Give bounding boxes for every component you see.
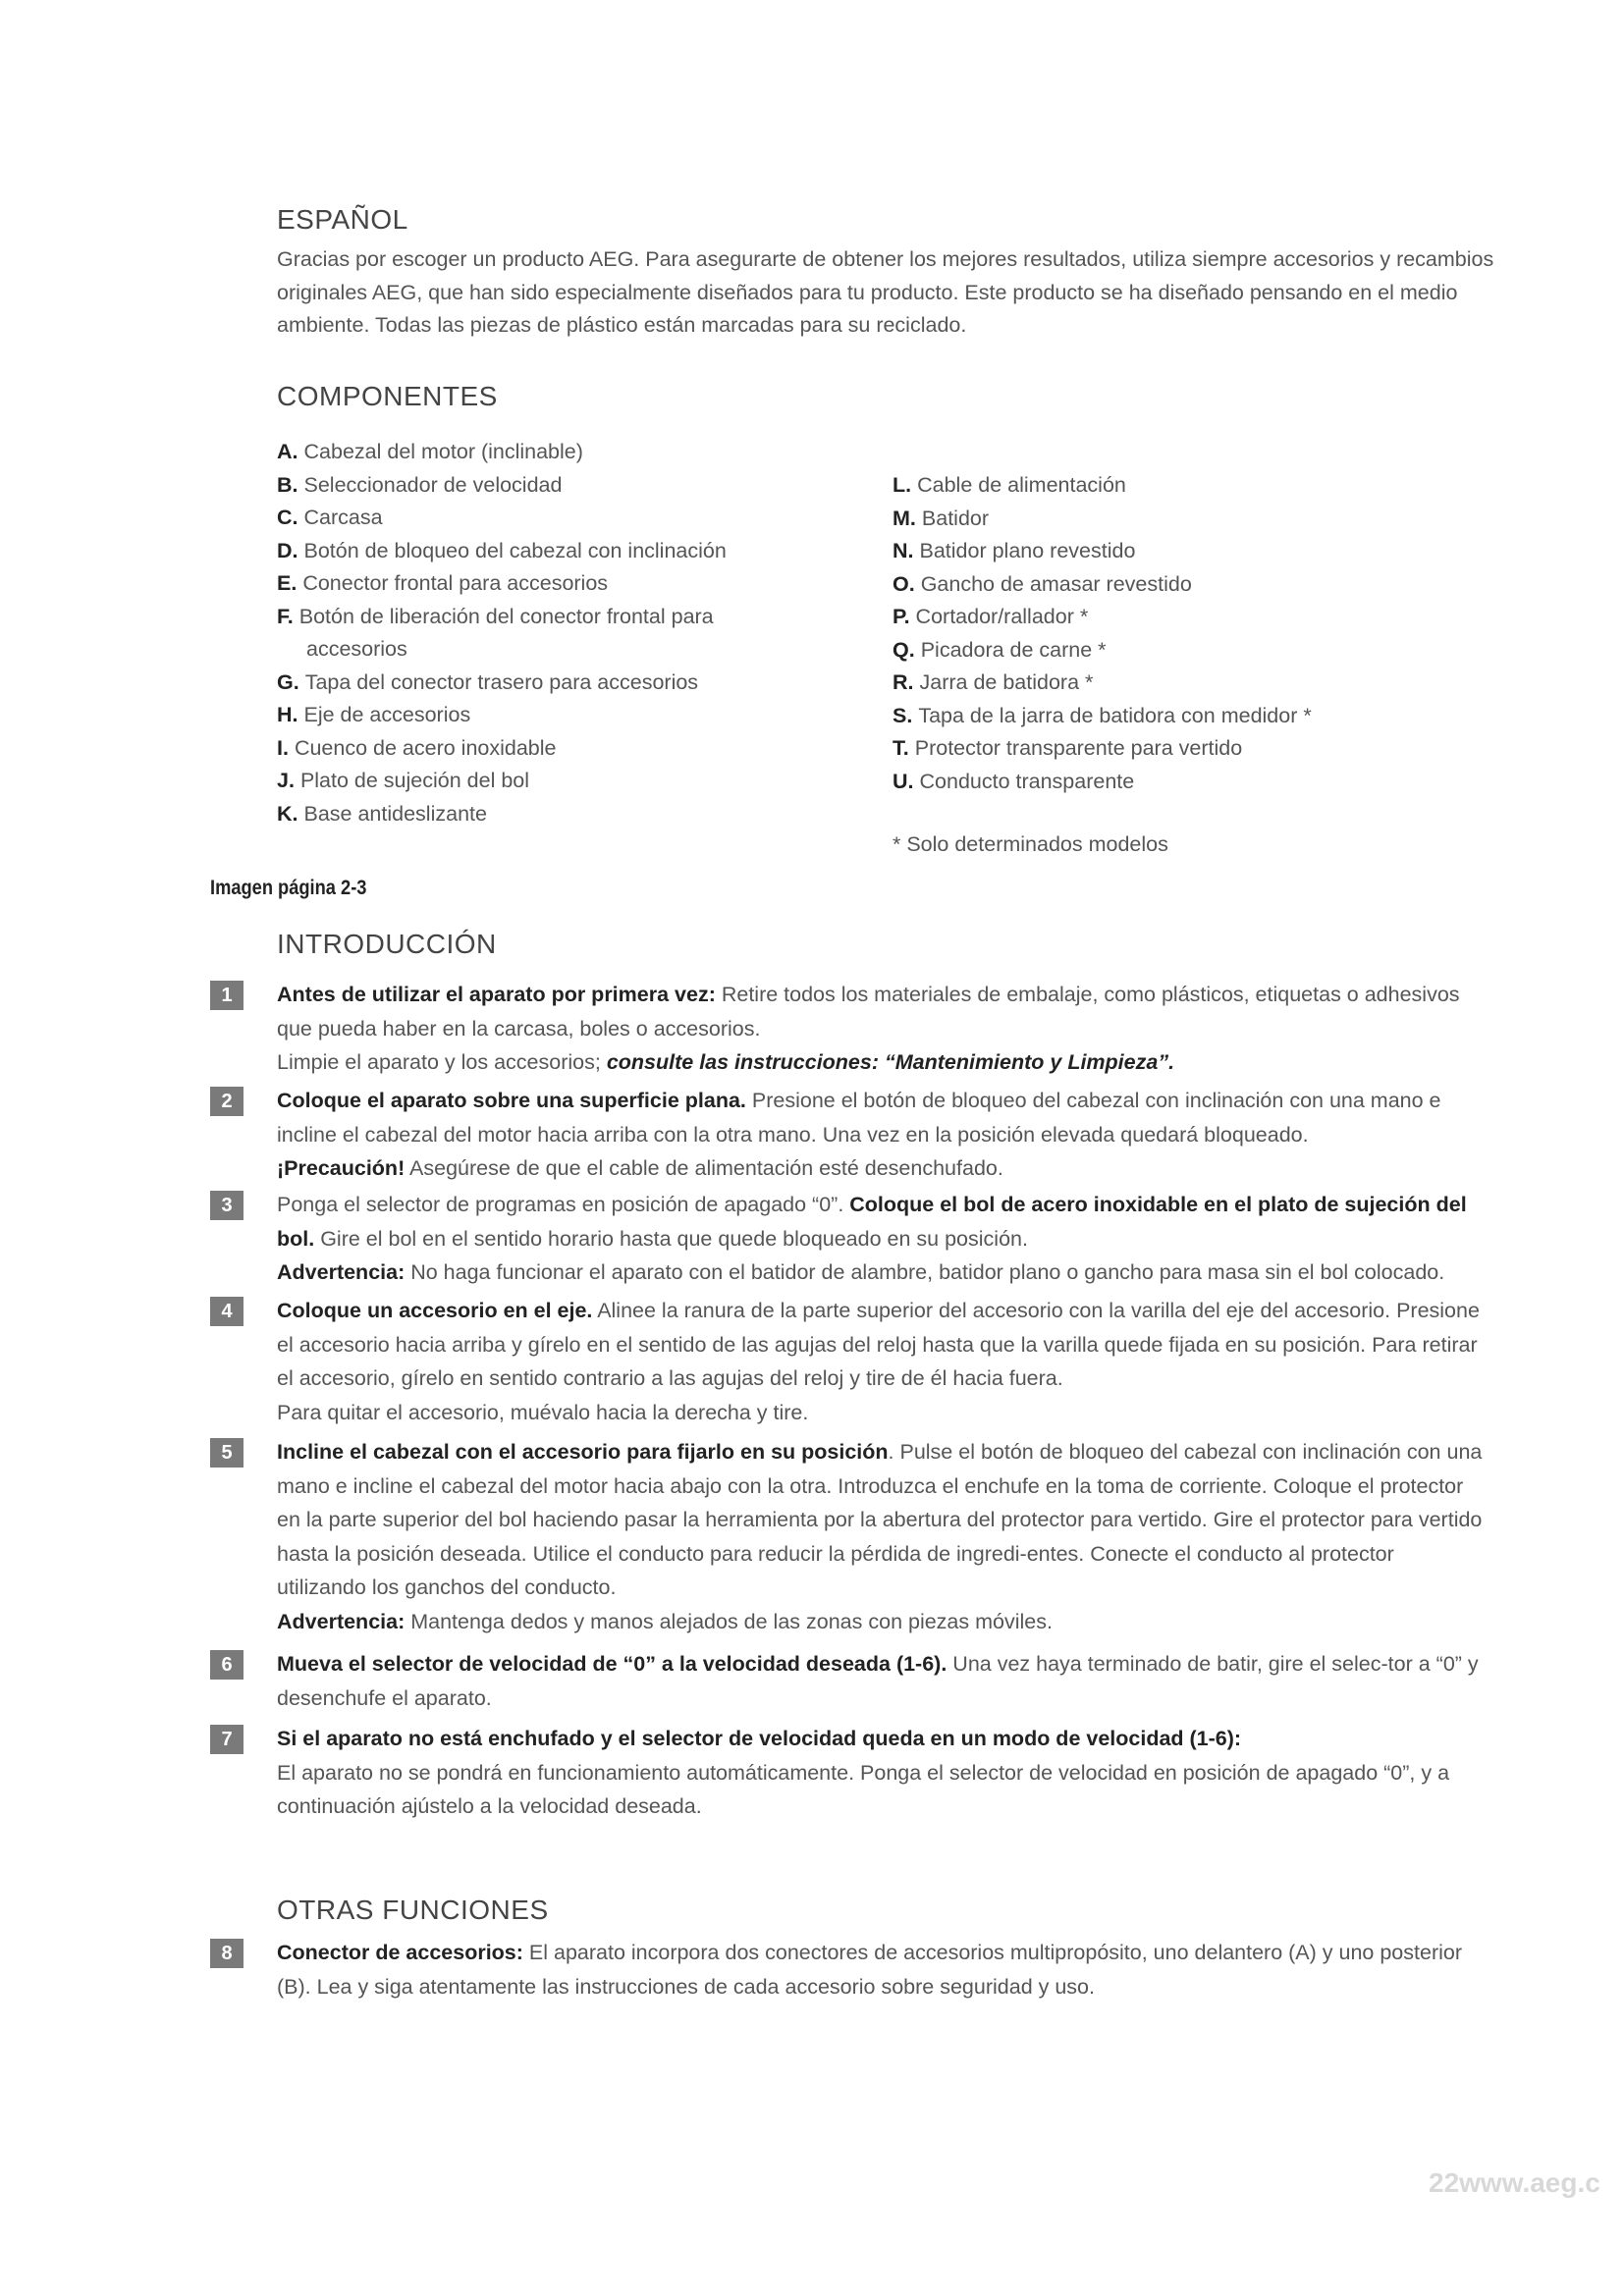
component-letter: J. xyxy=(277,769,295,792)
component-letter: U. xyxy=(893,769,914,793)
image-reference: Imagen página 2-3 xyxy=(210,876,367,899)
component-letter: M. xyxy=(893,506,916,530)
step-text: Conector de accesorios: El aparato incorpora dos conectores de accesorios multipropósito, uno delantero (A) y uno posterior (B). Lea y siga atentamente las instrucciones de cada accesorio sobre seguridad y uso. xyxy=(277,1941,1462,1999)
step-text: Ponga el selector de programas en posición de apagado “0”. Coloque el bol de acero inoxidable en el plato de sujeción del bol. Gire el bol en el sentido horario hasta que quede bloqueado en su posición. Advertencia: No haga funcionar el aparato con el batidor de alambre, batidor plano o gancho para masa sin el bol colocado. xyxy=(277,1193,1467,1284)
step-text: Incline el cabezal con el accesorio para fijarlo en su posición. Pulse el botón de bloqueo del cabezal con inclinación con una mano e incline el cabezal del motor hacia abajo con la otra. Introduzca el enchufe en la toma de corriente. Coloque el protector en la parte superior del bol haciendo pasar la herramienta por la abertura del protector para vertido. Gire el protector para vertido hasta la posición deseada. Utilice el conducto para reducir la pérdida de ingredi-entes. Conecte el conducto al protector utilizando los ganchos del conducto. Advertencia: Mantenga dedos y manos alejados de las zonas con piezas móviles. xyxy=(277,1440,1483,1633)
step-number-badge: 5 xyxy=(210,1438,244,1468)
component-label: Tapa de la jarra de batidora con medidor * xyxy=(918,703,1312,727)
component-label: Picadora de carne * xyxy=(920,637,1107,662)
component-label: Cable de alimentación xyxy=(917,473,1126,497)
component-item xyxy=(277,535,727,568)
component-item xyxy=(277,765,727,798)
component-item xyxy=(277,667,727,700)
step-text: Antes de utilizar el aparato por primera vez: Retire todos los materiales de embalaje, como plásticos, etiquetas o adhesivos que pueda haber en la carcasa, boles o accesorios. Limpie el aparato y los accesorios; consulte las instrucciones: “Mantenimiento y Limpieza”. xyxy=(277,983,1460,1074)
component-item xyxy=(893,667,1312,700)
step-number-badge: 2 xyxy=(210,1087,244,1116)
component-letter: R. xyxy=(893,670,914,694)
component-label: Batidor plano revestido xyxy=(919,539,1136,562)
components-list-left xyxy=(277,436,727,830)
components-list-right xyxy=(893,469,1312,798)
component-letter: N. xyxy=(893,539,914,562)
component-label: Jarra de batidora * xyxy=(919,670,1094,694)
component-label: Cuenco de acero inoxidable xyxy=(294,735,557,760)
component-item xyxy=(277,436,727,469)
component-item xyxy=(277,567,727,601)
component-letter: B. xyxy=(277,472,298,497)
component-letter: A. xyxy=(277,440,298,463)
component-label: Tapa del conector trasero para accesorios xyxy=(304,669,699,694)
step-number-badge: 1 xyxy=(210,981,244,1010)
component-item xyxy=(893,601,1312,634)
component-label: Plato de sujeción del bol xyxy=(299,769,530,792)
component-label: Carcasa xyxy=(303,506,383,529)
component-letter: L. xyxy=(893,473,912,497)
component-label: Botón de bloqueo del cabezal con inclinación xyxy=(303,538,727,562)
component-item xyxy=(277,601,727,667)
component-item xyxy=(893,503,1312,536)
component-letter: O. xyxy=(893,571,915,596)
component-label: Gancho de amasar revestido xyxy=(920,571,1192,596)
step-text: Si el aparato no está enchufado y el selector de velocidad queda en un modo de velocidad (1-6): El aparato no se pondrá en funcionamiento automáticamente. Ponga el selector de velocidad en posición de apagado “0”, y a continuación ajústelo a la velocidad deseada. xyxy=(277,1727,1450,1818)
component-item xyxy=(277,469,727,503)
component-label: Conducto transparente xyxy=(919,769,1135,793)
component-label: Protector transparente para vertido xyxy=(914,736,1243,760)
component-letter: E. xyxy=(277,571,298,595)
language-heading: ESPAÑOL xyxy=(277,204,408,235)
step-text: Coloque un accesorio en el eje. Alinee la ranura de la parte superior del accesorio con la varilla del eje del accesorio. Presione el accesorio hacia arriba y gírelo en el sentido de las agujas del reloj hasta que la varilla quede fijada en su posición. Para retirar el accesorio, gírelo en sentido contrario a las agujas del reloj y tire de él hacia fuera. Para quitar el accesorio, muévalo hacia la derecha y tire. xyxy=(277,1299,1480,1424)
component-letter: C. xyxy=(277,506,298,529)
component-letter: K. xyxy=(277,801,298,826)
component-item xyxy=(893,700,1312,733)
component-letter: G. xyxy=(277,669,299,694)
component-item xyxy=(277,798,727,831)
component-item xyxy=(893,634,1312,667)
component-item xyxy=(893,766,1312,799)
models-note: * Solo determinados modelos xyxy=(893,832,1168,856)
other-functions-heading: OTRAS FUNCIONES xyxy=(277,1895,549,1925)
step-number-badge: 7 xyxy=(210,1725,244,1754)
footer-url: 22www.aeg.c xyxy=(1429,2167,1600,2198)
component-letter: Q. xyxy=(893,637,915,662)
component-item xyxy=(277,732,727,766)
component-item xyxy=(893,568,1312,602)
component-item xyxy=(277,699,727,732)
component-letter: H. xyxy=(277,703,298,726)
component-label: Cabezal del motor (inclinable) xyxy=(303,440,583,463)
step-text: Coloque el aparato sobre una superficie plana. Presione el botón de bloqueo del cabezal con inclinación con una mano e incline el cabezal del motor hacia arriba con la otra mano. Una vez en la posición elevada quedará bloqueado. ¡Precaución! Asegúrese de que el cable de alimentación esté desenchufado. xyxy=(277,1089,1441,1180)
component-label-continuation: accesorios xyxy=(306,637,407,661)
component-item xyxy=(893,535,1312,568)
step-number-badge: 3 xyxy=(210,1191,244,1220)
component-label: Botón de liberación del conector frontal para xyxy=(298,604,714,628)
component-letter: T. xyxy=(893,736,909,760)
components-heading: COMPONENTES xyxy=(277,381,498,411)
introduction-heading: INTRODUCCIÓN xyxy=(277,929,497,959)
step-number-badge: 8 xyxy=(210,1939,244,1968)
component-label: Cortador/rallador * xyxy=(915,605,1089,628)
component-letter: F. xyxy=(277,604,294,628)
component-letter: I. xyxy=(277,735,289,760)
component-label: Seleccionador de velocidad xyxy=(303,472,563,497)
component-item xyxy=(277,502,727,535)
component-label: Conector frontal para accesorios xyxy=(302,571,609,595)
step-number-badge: 6 xyxy=(210,1650,244,1680)
component-letter: S. xyxy=(893,703,913,727)
step-number-badge: 4 xyxy=(210,1297,244,1326)
component-letter: D. xyxy=(277,538,298,562)
component-item xyxy=(893,732,1312,766)
step-text: Mueva el selector de velocidad de “0” a la velocidad deseada (1-6). Una vez haya terminado de batir, gire el selec-tor a “0” y desenchufe el aparato. xyxy=(277,1652,1479,1710)
component-letter: P. xyxy=(893,605,910,628)
component-label: Eje de accesorios xyxy=(303,703,471,726)
component-item xyxy=(893,469,1312,503)
component-label: Batidor xyxy=(921,506,990,530)
intro-paragraph: Gracias por escoger un producto AEG. Para asegurarte de obtener los mejores resultados, utiliza siempre accesorios y recambios originales AEG, que han sido especialmente diseñados para tu producto. Este producto se ha diseñado pensando en el medio ambiente. Todas las piezas de plástico están marcadas para su reciclado. xyxy=(277,247,1494,337)
component-label: Base antideslizante xyxy=(303,801,487,826)
